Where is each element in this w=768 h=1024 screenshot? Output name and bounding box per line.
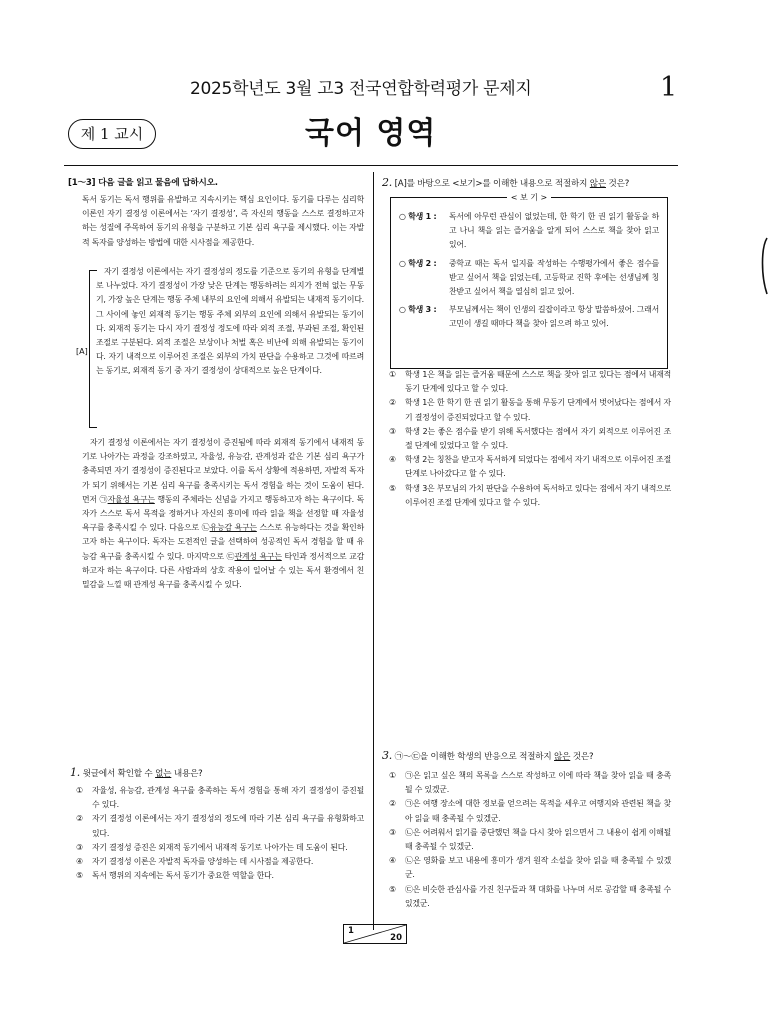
bogi-student-3: ○ 학생 3 : 부모님께서는 책이 인생의 길잡이라고 항상 말씀하셨어. 그래서 고민이 생길 때마다 책을 찾아 읽으려 하고 있어. — [399, 305, 659, 329]
header-divider — [64, 165, 678, 166]
q1-choice-2[interactable]: ② 자기 결정성 이론에서는 자기 결정성의 정도에 따라 기본 심리 욕구를 유형화하고 있다. — [76, 814, 364, 838]
para3-text: 자기 결정성 이론에서는 자기 결정성이 증진됨에 따라 외재적 동기에서 내재적 동기로 나아가는 과정을 강조하였고, 자율성, 유능감, 관계성과 같은 기본 심리 욕구가 충족되면 자기 결정성이 증진된다고 보았다. 이를 독서 상황에 적용하면, 자발적 독자가 되기 위해서는 기본 심리 욕구를 충족시키는 독서 경험을 하는 것이 도움이 된다. 먼저 — [82, 438, 364, 504]
q1-choice-5[interactable]: ⑤ 독서 행위의 지속에는 독서 동기가 중요한 역할을 한다. — [76, 871, 274, 881]
mark-1: ㉠ — [99, 494, 108, 504]
exam-title: 2025학년도 3월 고3 전국연합학력평가 문제지 — [190, 79, 532, 99]
para3b-text: 행동의 주체라는 신념을 가지고 행동하고자 하는 욕구이다. 독자가 스스로 독서 목적을 정하거나 자신의 흥미에 따라 읽을 책을 선정할 때 자율성 욕구를 충족시킬 수 있다. 다음으로 — [82, 494, 365, 533]
q2-choice-3[interactable]: ③ 학생 2는 좋은 점수를 받기 위해 독서했다는 점에서 자기 외적으로 이루어진 조절 단계에 있었다고 할 수 있다. — [389, 426, 671, 451]
term-relatedness: 관계성 욕구는 — [234, 551, 282, 561]
bogi-box — [390, 193, 668, 369]
bogi-student-2: ○ 학생 2 : 중학교 때는 독서 일지를 작성하는 수행평가에서 좋은 점수를 받고 싶어서 책을 읽었는데, 고등학교 진학 후에는 선생님께 칭찬받고 싶어서 책을 열심히 읽고 있어. — [399, 258, 659, 297]
q2-choice-2[interactable]: ② 학생 1은 한 학기 한 권 읽기 활동을 통해 무동기 단계에서 벗어났다는 점에서 자기 결정성이 증진되었다고 할 수 있다. — [389, 398, 671, 422]
q1-stem-underline: 없는 — [155, 769, 172, 779]
passage-para3 — [82, 436, 364, 592]
para3d-text: 타인과 정서적으로 교감하고자 하는 욕구이다. 다른 사람과의 상호 작용이 일어날 수 있는 독서 환경에서 친밀감을 느낄 때 관계성 욕구를 충족시킬 수 있다. — [82, 551, 364, 590]
passage-intro-text: 독서 동기는 독서 행위를 유발하고 지속시키는 핵심 요인이다. 동기를 다루는 심리학 이론인 자기 결정성 이론에서는 ‘자기 결정성’, 즉 자신의 행동을 스스로 결정하고자 하는 성질에 주목하여 동기의 유형을 구분하고 기본 심리 욕구를 제시했다. 이는 자발적 독자를 양성하는 방법에 대한 시사점을 제공한다. — [82, 195, 364, 247]
bracket-line — [89, 270, 90, 427]
q3-stem-a: ㉠～㉢을 이해한 학생의 반응으로 적절하지 — [394, 752, 552, 762]
bogi-title: < 보 기 > — [391, 192, 667, 203]
q2-choice-1[interactable]: ① 학생 1은 책을 읽는 즐거움 때문에 스스로 책을 찾아 읽고 있다는 점에서 내재적 동기 단계에 있다고 할 수 있다. — [389, 370, 671, 394]
q2-choices — [389, 368, 671, 510]
bracket-label: [A] — [76, 347, 88, 356]
subject-title: 국어 영역 — [305, 116, 437, 151]
q2-stem-a: [A]를 바탕으로 <보기>를 이해한 내용으로 적절하지 — [394, 179, 588, 189]
q2-choice-5[interactable]: ⑤ 학생 3은 부모님의 가치 판단을 수용하여 독서하고 있다는 점에서 자기 내적으로 이루어진 조절 단계에 있다고 할 수 있다. — [389, 483, 671, 507]
q3-stem-underline: 않은 — [554, 752, 571, 762]
q3-choice-1[interactable]: ① ㉠은 읽고 싶은 책의 목록을 스스로 작성하고 이에 따라 책을 찾아 읽을 때 충족될 수 있겠군. — [389, 771, 671, 795]
q2-choice-4[interactable]: ④ 학생 2는 칭찬을 받고자 독서하게 되었다는 점에서 자기 내적으로 이루어진 조절 단계로 나아갔다고 할 수 있다. — [389, 455, 671, 479]
q2-stem-underline: 않은 — [589, 179, 606, 189]
page-total: 20 — [390, 933, 402, 943]
passage-instruction: [1～3] 다음 글을 읽고 물음에 답하시오. — [68, 178, 218, 188]
q3-stem-b: 것은? — [572, 752, 594, 762]
period-badge: 제 1 교시 — [68, 119, 156, 149]
passage-bracket-a — [96, 265, 364, 379]
q3-number: 3. — [382, 749, 393, 762]
page-number: 1 — [660, 72, 678, 103]
q2-number: 2. — [382, 176, 393, 189]
q3-choice-4[interactable]: ④ ㉡은 영화를 보고 내용에 흥미가 생겨 원작 소설을 찾아 읽을 때 충족될 수 있겠군. — [389, 856, 671, 880]
q2-stem — [382, 176, 629, 189]
passage-intro — [82, 193, 364, 250]
q3-stem — [382, 749, 593, 762]
q1-number: 1. — [70, 766, 81, 779]
q1-stem-b: 내용은? — [173, 769, 203, 779]
q1-choice-1[interactable]: ① 자율성, 유능감, 관계성 욕구를 충족하는 독서 경험을 통해 자기 결정성이 증진될 수 있다. — [76, 786, 364, 810]
para3c-text: 스스로 유능하다는 것을 확인하고자 하는 욕구이다. 독자는 도전적인 글을 선택하여 성공적인 독서 경험을 할 때 유능감 욕구를 충족시킬 수 있다. 마지막으로 — [82, 523, 364, 561]
binding-mark — [760, 236, 768, 296]
q1-choices — [76, 784, 364, 883]
q3-choice-5[interactable]: ⑤ ㉢은 비슷한 관심사를 가진 친구들과 책 대화를 나누며 서로 공감할 때 충족될 수 있겠군. — [389, 884, 671, 908]
q1-choice-3[interactable]: ③ 자기 결정성 증진은 외재적 동기에서 내재적 동기로 나아가는 데 도움이 된다. — [76, 842, 348, 852]
column-divider — [373, 172, 374, 930]
passage-bracket-text: 자기 결정성 이론에서는 자기 결정성의 정도를 기준으로 동기의 유형을 단계별로 나누었다. 자기 결정성이 가장 낮은 단계는 행동하려는 의지가 전혀 없는 무동기, 가장 높은 단계는 행동 주체 내부의 요인에 의해서 유발되는 내재적 동기이다. 그 사이에 놓인 외재적 동기는 행동 주체 외부의 요인에 의해서 유발되는 동기이다. 외재적 동기는 다시 자기 결정성 정도에 따라 외적 조절, 부과된 조절, 확인된 조절로 구분된다. 외적 조절은 보상이나 처벌 혹은 비난에 의해 유발되는 동기이다. 자기 내적으로 이루어진 조절은 외부의 가치 판단을 수용하고 그것에 따르려는 동기로, 외재적 동기 중 자기 결정성이 상대적으로 높은 단계이다. — [96, 267, 364, 376]
mark-2: ㉡ — [201, 523, 210, 533]
q3-choices — [389, 769, 671, 911]
term-autonomy: 자율성 욕구는 — [107, 494, 155, 504]
bogi-content — [391, 198, 667, 340]
q1-stem-a: 윗글에서 확인할 수 — [82, 769, 153, 779]
page-indicator — [343, 924, 407, 944]
term-competence: 유능감 욕구는 — [209, 523, 257, 533]
page-current: 1 — [348, 926, 354, 936]
q3-choice-3[interactable]: ③ ㉡은 어려워서 읽기를 중단했던 책을 다시 찾아 읽으면서 그 내용이 쉽게 이해될 때 충족될 수 있겠군. — [389, 827, 671, 852]
mark-3: ㉢ — [226, 551, 235, 561]
q2-stem-b: 것은? — [608, 179, 630, 189]
q3-choice-2[interactable]: ② ㉠은 여행 장소에 대한 정보를 얻으려는 목적을 세우고 여행지와 관련된 책을 찾아 읽을 때 충족될 수 있겠군. — [389, 799, 671, 823]
q1-choice-4[interactable]: ④ 자기 결정성 이론은 자발적 독자를 양성하는 데 시사점을 제공한다. — [76, 857, 314, 867]
bracket-bottom — [89, 427, 97, 428]
bogi-student-1: ○ 학생 1 : 독서에 아무런 관심이 없었는데, 한 학기 한 권 읽기 활동을 하고 나니 책을 읽는 즐거움을 알게 되어 스스로 책을 찾아 읽고 있어. — [399, 212, 659, 250]
q1-stem — [70, 766, 203, 779]
